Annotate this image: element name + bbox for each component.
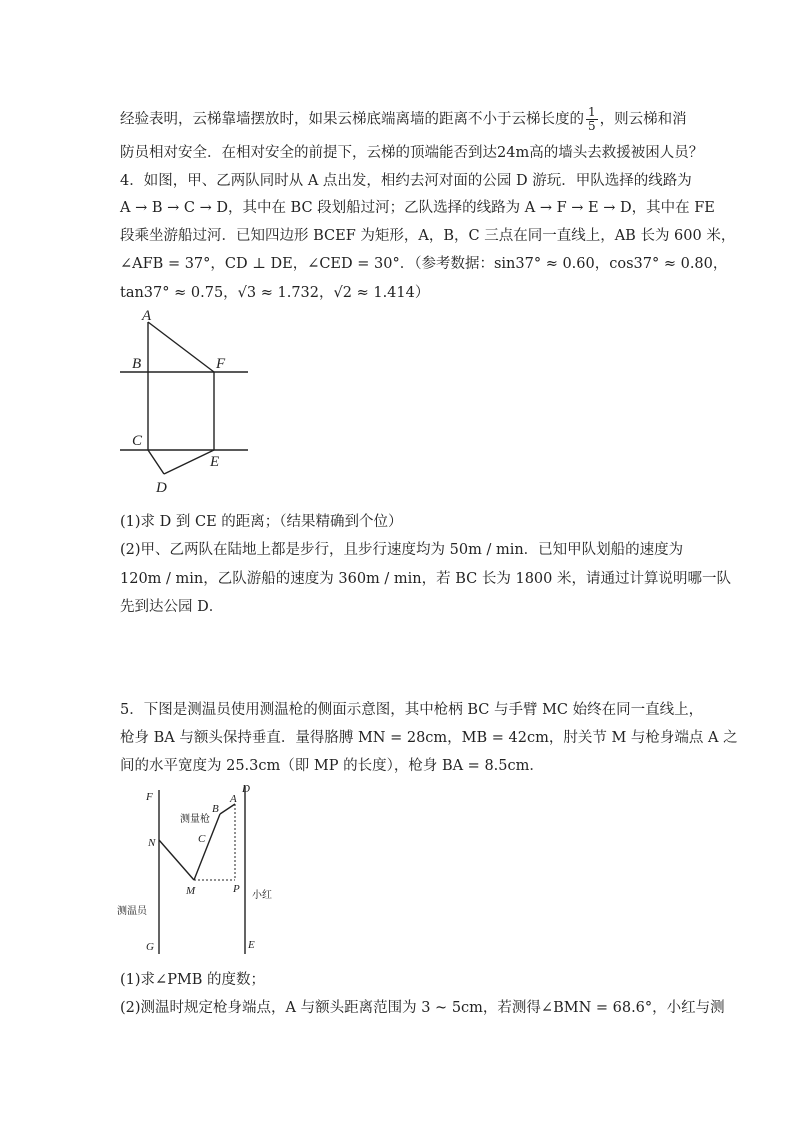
q5-figure <box>112 778 292 958</box>
q4-line-4: ∠AFB = 37°，CD ⊥ DE，∠CED = 30°．（参考数据：sin37° ≈ 0.60，cos37° ≈ 0.80， <box>120 256 728 272</box>
q5-sub-1: (1)求∠PMB 的度数； <box>120 972 266 988</box>
label-F: F <box>216 356 226 372</box>
arm-MN <box>159 840 194 880</box>
label-C: C <box>198 833 206 845</box>
q4-sub-2-line-1: (2)甲、乙两队在陆地上都是步行，且步行速度均为 50m / min．已知甲队划船的速度为 <box>120 542 684 558</box>
label-D: D <box>242 783 250 795</box>
label-A: A <box>142 308 152 324</box>
fraction-one-fifth: $\frac{1}{5}$ <box>588 105 596 133</box>
label-F: F <box>146 791 153 803</box>
q4-line-5: tan37° ≈ 0.75，√3 ≈ 1.732，√2 ≈ 1.414） <box>120 285 430 301</box>
label-N: N <box>148 837 156 849</box>
segment-DE <box>164 450 214 474</box>
q5-sub-2: (2)测温时规定枪身端点，A 与额头距离范围为 3 ~ 5cm，若测得∠BMN = 68.6°，小红与测 <box>120 1000 725 1016</box>
label-E: E <box>248 939 255 951</box>
label-gun: 测量枪 <box>180 814 210 825</box>
label-B: B <box>212 803 219 815</box>
q5-line-1: 5．下图是测温员使用测温枪的侧面示意图，其中枪柄 BC 与手臂 MC 始终在同一直线上， <box>120 702 704 718</box>
gun-BA <box>220 804 235 814</box>
intro-line-2: 防员相对安全．在相对安全的前提下，云梯的顶端能否到达24m高的墙头去救援被困人员？ <box>120 145 704 161</box>
segment-CD <box>148 450 164 474</box>
label-G: G <box>146 941 154 953</box>
label-D: D <box>156 480 167 496</box>
q4-line-3: 段乘坐游船过河．已知四边形 BCEF 为矩形，A，B，C 三点在同一直线上，AB 长为 600 米， <box>120 228 736 244</box>
q4-figure <box>110 300 290 500</box>
label-worker: 测温员 <box>117 906 147 917</box>
q5-line-3: 间的水平宽度为 25.3cm（即 MP 的长度），枪身 BA = 8.5cm． <box>120 758 544 774</box>
q4-sub-2-line-3: 先到达公园 D． <box>120 599 224 615</box>
label-A: A <box>230 793 237 805</box>
segment-AF <box>148 322 214 372</box>
label-C: C <box>132 433 143 449</box>
q4-sub-1: (1)求 D 到 CE 的距离；（结果精确到个位） <box>120 514 403 530</box>
intro-line-1: 经验表明，云梯靠墙摆放时，如果云梯底端离墙的距离不小于云梯长度的 $\frac{1}{5}$ ，则云梯和消 <box>120 105 687 133</box>
label-xiaohong: 小红 <box>252 890 272 901</box>
q4-line-2: A → B → C → D，其中在 BC 段划船过河；乙队选择的线路为 A → F → E → D，其中在 FE <box>120 200 715 216</box>
q4-sub-2-line-2: 120m / min，乙队游船的速度为 360m / min，若 BC 长为 1800 米，请通过计算说明哪一队 <box>120 571 731 587</box>
label-M: M <box>186 885 196 897</box>
q5-line-2: 枪身 BA 与额头保持垂直．量得胳膊 MN = 28cm，MB = 42cm，肘关节 M 与枪身端点 A 之 <box>120 730 738 746</box>
label-P: P <box>233 883 240 895</box>
label-E: E <box>210 454 220 470</box>
label-B: B <box>132 356 142 372</box>
q4-line-1: 4．如图，甲、乙两队同时从 A 点出发，相约去河对面的公园 D 游玩．甲队选择的线路为 <box>120 173 692 189</box>
